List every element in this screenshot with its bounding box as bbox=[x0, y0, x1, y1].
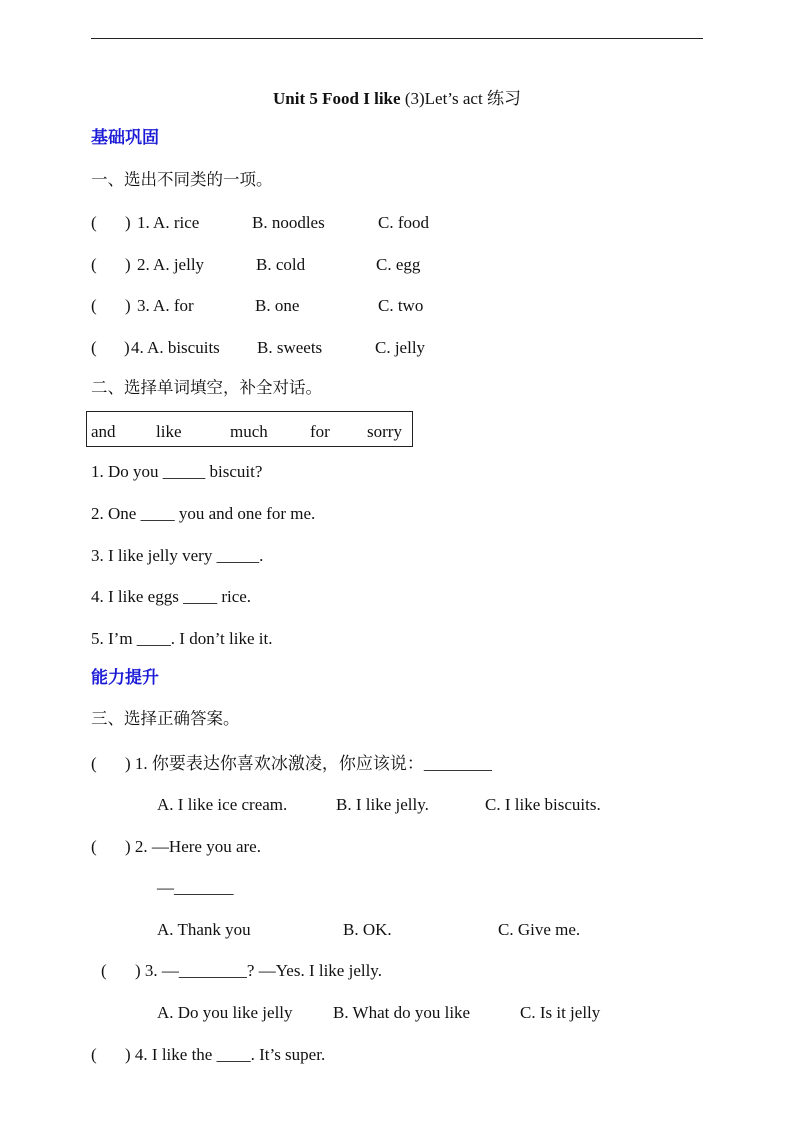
word-bank bbox=[86, 411, 413, 447]
choice-option: A. I like ice cream. bbox=[157, 795, 288, 814]
choice-option: A. Thank you bbox=[157, 920, 251, 939]
choice-question-stem: ) 3. —________? —Yes. I like jelly. bbox=[135, 961, 382, 980]
answer-bracket: ( bbox=[91, 1045, 97, 1064]
choice-question-stem: ) 2. —Here you are. bbox=[125, 837, 261, 856]
word-bank-item: sorry bbox=[367, 422, 402, 441]
word-bank-item: for bbox=[310, 422, 330, 441]
fill-blank-item: 2. One ____ you and one for me. bbox=[91, 504, 316, 523]
fill-blank-item: 1. Do you _____ biscuit? bbox=[91, 462, 263, 481]
answer-bracket: ( bbox=[101, 961, 107, 980]
fill-blank-item: 4. I like eggs ____ rice. bbox=[91, 587, 252, 606]
choice-option: C. I like biscuits. bbox=[485, 795, 601, 814]
answer-bracket: ( bbox=[91, 754, 97, 773]
fill-blank-item: 5. I’m ____. I don’t like it. bbox=[91, 629, 273, 648]
choice-option: B. What do you like bbox=[333, 1003, 471, 1022]
choice-question-stem: ) 1. 你要表达你喜欢冰激凌，你应该说：________ bbox=[125, 754, 492, 773]
header-rule bbox=[91, 38, 703, 39]
question1-heading: 一、选出不同类的一项。 bbox=[91, 170, 273, 189]
section-basic: 基础巩固 bbox=[91, 128, 159, 148]
choice-option: C. Is it jelly bbox=[520, 1003, 601, 1022]
choice-option: B. I like jelly. bbox=[336, 795, 429, 814]
question2-heading: 二、选择单词填空，补全对话。 bbox=[91, 378, 322, 397]
word-bank-item: much bbox=[230, 422, 268, 441]
choice-option: A. Do you like jelly bbox=[157, 1003, 293, 1022]
question3-heading: 三、选择正确答案。 bbox=[91, 709, 240, 728]
word-bank-item: like bbox=[156, 422, 182, 441]
choice-question-stem: ) 4. I like the ____. It’s super. bbox=[125, 1045, 326, 1064]
fill-blank-item: 3. I like jelly very _____. bbox=[91, 546, 264, 565]
answer-bracket: ( bbox=[91, 837, 97, 856]
section-advanced: 能力提升 bbox=[91, 668, 159, 688]
page-title: Unit 5 Food I like (3)Let’s act 练习 bbox=[273, 89, 521, 108]
word-bank-item: and bbox=[91, 422, 116, 441]
choice-option: B. OK. bbox=[343, 920, 392, 939]
choice-option: C. Give me. bbox=[498, 920, 581, 939]
dialogue-blank: —_______ bbox=[157, 878, 234, 897]
